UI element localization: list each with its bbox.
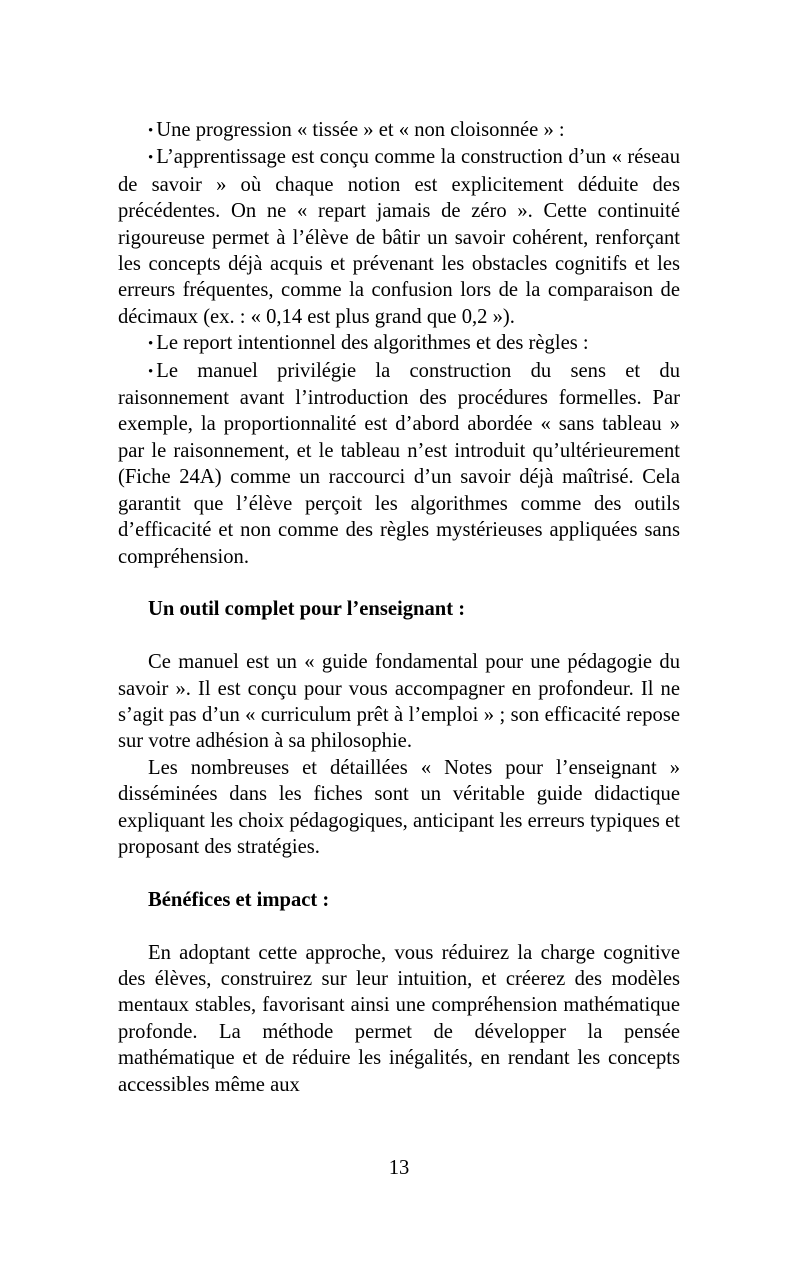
paragraph-text: L’apprentissage est conçu comme la construction d’un « réseau de savoir » où chaque notion est explicitement déduite des précédentes. On ne « repart jamais de zéro ». Cette continuité rigoureuse permet à l’élève de bâtir un savoir cohérent, renforçant les concepts déjà acquis et prévenant les obstacles cognitifs et les erreurs fréquentes, comme la confusion lors de la comparaison de décimaux (ex. : « 0,14 est plus grand que 0,2 »). [118, 146, 680, 328]
bullet-paragraph [118, 144, 680, 330]
section-heading: Bénéfices et impact : [148, 888, 330, 911]
bullet-paragraph [118, 330, 680, 357]
paragraph: En adoptant cette approche, vous réduirez la charge cognitive des élèves, construirez sur leur intuition, et créerez des modèles mentaux stables, favorisant ainsi une compréhension mathématique profonde. La méthode permet de développer la pensée mathématique et de réduire les inégalités, en rendant les concepts accessibles même aux [118, 941, 680, 1096]
page-number: 13 [388, 1157, 410, 1179]
paragraph-text: Le report intentionnel des algorithmes et des règles : [156, 332, 589, 355]
bullet-icon: • [148, 363, 154, 380]
bullet-icon: • [148, 150, 154, 167]
page-body [118, 117, 680, 1098]
bullet-paragraph [118, 358, 680, 570]
paragraph-text: Le manuel privilégie la construction du sens et du raisonnement avant l’introduction des procédures formelles. Par exemple, la proportionnalité est d’abord abordée « sans tableau » par le raisonnement, et le tableau n’est introduit qu’ultérieurement (Fiche 24A) comme un raccourci d’un savoir déjà maîtrisé. Cela garantit que l’élève perçoit les algorithmes comme des outils d’efficacité et non comme des règles mystérieuses appliquées sans compréhension. [118, 359, 680, 568]
paragraph: Les nombreuses et détaillées « Notes pour l’enseignant » disséminées dans les fiches sont un véritable guide didactique expliquant les choix pédagogiques, anticipant les erreurs typiques et proposant des stratégies. [118, 756, 680, 858]
section-heading: Un outil complet pour l’enseignant : [148, 598, 466, 621]
paragraph: Ce manuel est un « guide fondamental pour une pédagogie du savoir ». Il est conçu pour vous accompagner en profondeur. Il ne s’agit pas d’un « curriculum prêt à l’emploi » ; son efficacité repose sur votre adhésion à sa philosophie. [118, 651, 680, 753]
paragraph-text: Une progression « tissée » et « non cloisonnée » : [156, 119, 565, 141]
bullet-paragraph [118, 117, 680, 144]
bullet-icon: • [148, 123, 154, 139]
bullet-icon: • [148, 336, 154, 353]
